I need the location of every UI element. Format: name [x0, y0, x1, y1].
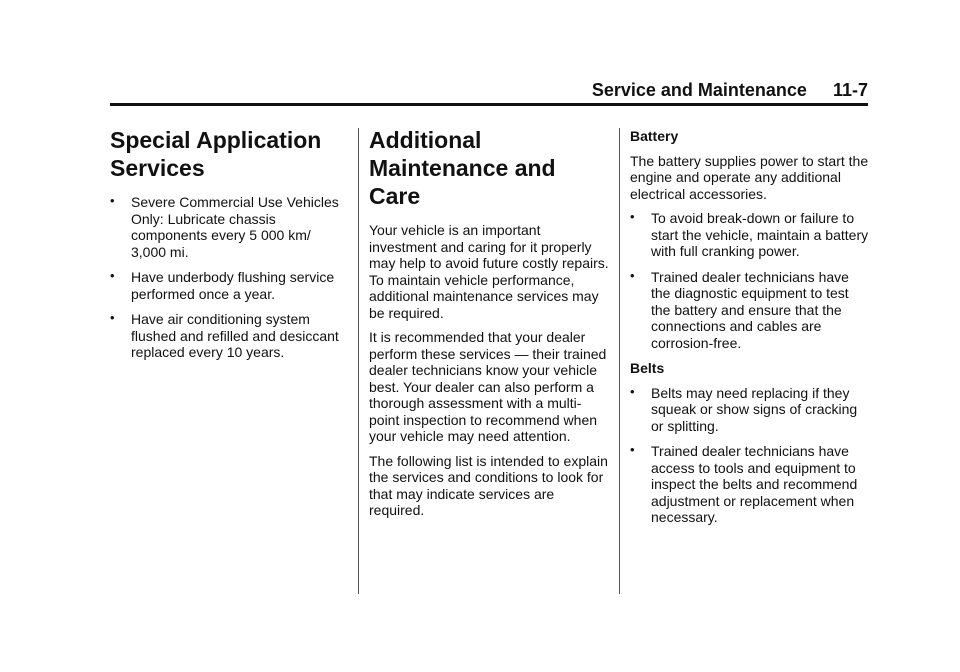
list-item: • Have air conditioning system flushed and refilled and desiccant replaced every 10 years.: [110, 310, 339, 360]
battery-intro: The battery supplies power to start the engine and operate any additional electrical accessories.: [630, 152, 869, 202]
belts-list: [630, 385, 870, 526]
bullet-icon: •: [630, 267, 635, 283]
bullet-icon: •: [630, 442, 635, 457]
list-item: • Have underbody flushing service performed once a year.: [110, 268, 335, 302]
list-item: • Trained dealer technicians have the diagnostic equipment to test the battery and ensure that the connections and cables are corrosion-free.: [630, 267, 849, 351]
column-divider: [619, 128, 620, 594]
bullet-icon: •: [110, 193, 115, 208]
column-battery-belts: [630, 128, 870, 535]
header-rule: [110, 103, 868, 106]
list-item: • To avoid break-down or failure to start the vehicle, maintain a battery with full cranking power.: [630, 209, 869, 259]
list-item: • Belts may need replacing if they squeak or show signs of cracking or splitting.: [630, 383, 858, 434]
bullet-icon: •: [630, 209, 635, 224]
battery-list: [630, 210, 870, 351]
special-application-heading: Special Application Services: [110, 127, 322, 181]
column-divider: [358, 128, 359, 594]
list-item: • Severe Commercial Use Vehicles Only: Lubricate chassis components every 5 000 km/ 3,000 mi.: [110, 193, 339, 260]
paragraph: Your vehicle is an important investment and caring for it properly may help to avoid future costly repairs. To maintain vehicle performance, additional maintenance services may be required.: [369, 222, 609, 321]
section-title: Service and Maintenance: [591, 80, 807, 100]
belts-heading: Belts: [630, 360, 665, 376]
bullet-icon: •: [630, 383, 635, 399]
bullet-icon: •: [110, 310, 115, 325]
paragraph: It is recommended that your dealer perform these services — their trained dealer technicians know your vehicle best. Your dealer can also perform a thorough assessment with a multi-point inspection to recommend when your vehicle may need attention.: [369, 329, 607, 444]
paragraph: The following list is intended to explain the services and conditions to look for that may indicate services are required.: [369, 452, 608, 518]
special-application-list: [110, 194, 348, 361]
list-item: • Trained dealer technicians have access to tools and equipment to inspect the belts and recommend adjustment or replacement when necessary.: [630, 442, 858, 525]
column-additional-maintenance: [369, 126, 609, 527]
additional-maintenance-heading: Additional Maintenance and Care: [369, 127, 556, 209]
page-number: 11-7: [832, 80, 868, 100]
column-special-application: [110, 126, 348, 370]
battery-heading: Battery: [630, 128, 679, 144]
bullet-icon: •: [110, 268, 115, 283]
